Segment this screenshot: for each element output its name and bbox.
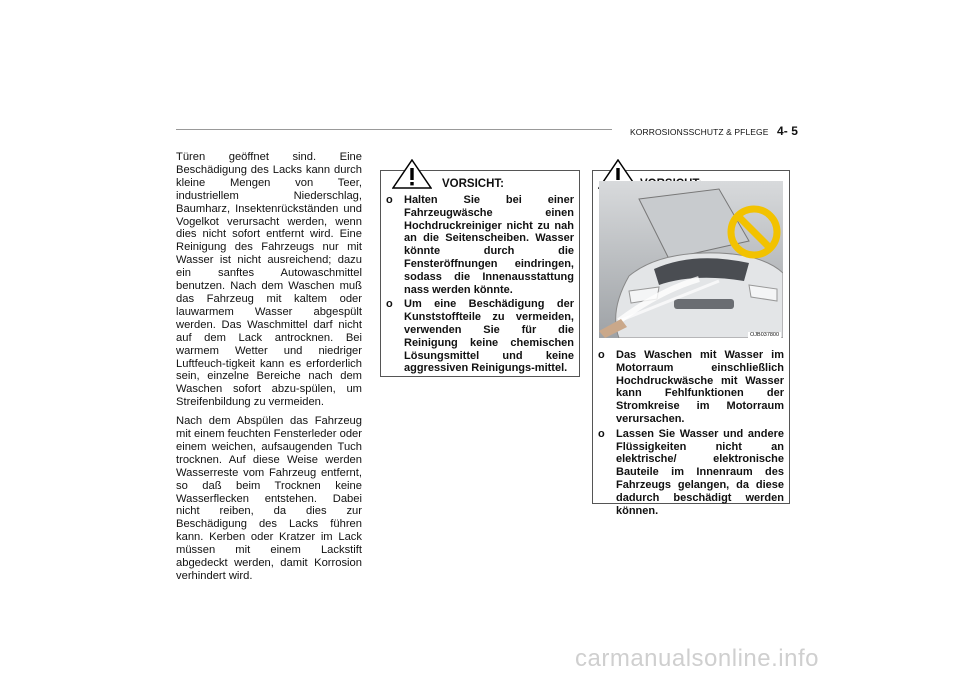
engine-wash-illustration: [599, 181, 783, 338]
section-title: KORROSIONSSCHUTZ & PFLEGE: [630, 127, 769, 137]
header-rule: [176, 129, 612, 130]
warning-triangle-icon: [392, 159, 432, 189]
list-item: o Lassen Sie Wasser und andere Flüssigkeiten nicht an elektrische/ elektronische Bauteile im Innenraum des Fahrzeugs gelangen, da diese dadurch beschädigt werden können.: [598, 427, 784, 517]
list-item: o Halten Sie bei einer Fahrzeugwäsche einen Hochdruckreiniger nicht zu nah an die Seitenscheiben. Wasser könnte durch die Fensteröffnungen eindringen, sodass die Innenausstattung nass werden könnte.: [386, 194, 574, 296]
list-item: o Das Waschen mit Wasser im Motorraum einschließlich Hochdruckwäsche mit Wasser kann Fehlfunktionen der Stromkreise im Motorraum verursachen.: [598, 349, 784, 425]
watermark: carmanualsonline.info: [575, 645, 819, 672]
bullet: o: [598, 427, 605, 440]
caution-title: VORSICHT:: [442, 178, 504, 190]
bullet: o: [386, 194, 393, 206]
no-entry-icon: [727, 205, 781, 259]
list-item: o Um eine Beschädigung der Kunststoffteile zu vermeiden, verwenden Sie für die Reinigung keine chemischen Lösungsmittel und keine aggressiven Reinigungs-mittel.: [386, 298, 574, 375]
page-number: 4- 5: [777, 124, 799, 138]
page-header: [630, 124, 798, 138]
left-column: [176, 151, 362, 589]
caution-list-1: [386, 194, 574, 377]
bullet: o: [598, 349, 605, 361]
bullet: o: [386, 298, 393, 311]
paragraph: Türen geöffnet sind. Eine Beschädigung des Lacks kann durch kleine Mengen von Teer, industriellem Niederschlag, Baumharz, Insektenrückständen und Vogelkot verursacht werden, wenn dies nicht sofort entfernt wird. Eine Reinigung des Fahrzeugs nur mit Wasser ist nicht ausreichend; dazu ein sanftes Autowaschmittel benutzen. Nach dem Waschen muß das Fahrzeug mit kaltem oder lauwarmem Wasser abgespült werden. Das Waschmittel darf nicht auf dem Lack antrocknen. Bei warmem Wetter und niedriger Luftfeuch-tigkeit kann es erforderlich sein, einzelne Bereiche nach dem Waschen sofort abzu-spülen, um Streifenbildung zu vermeiden.: [176, 151, 362, 409]
paragraph: Nach dem Abspülen das Fahrzeug mit einem feuchten Fensterleder oder einem weichen, aufsaugenden Tuch trocknen. Auf diese Weise werden Wasserreste vom Fahrzeug entfernt, so daß beim Trocknen keine Wasserflecken entstehen. Dabei nicht reiben, da dies zur Beschädigung des Lacks führen kann. Kerben oder Kratzer im Lack müssen mit einem Lackstift abgedeckt werden, damit Korrosion verhindert wird.: [176, 415, 362, 582]
image-code: OJB037800: [750, 332, 780, 338]
caution-list-2: [598, 349, 784, 519]
